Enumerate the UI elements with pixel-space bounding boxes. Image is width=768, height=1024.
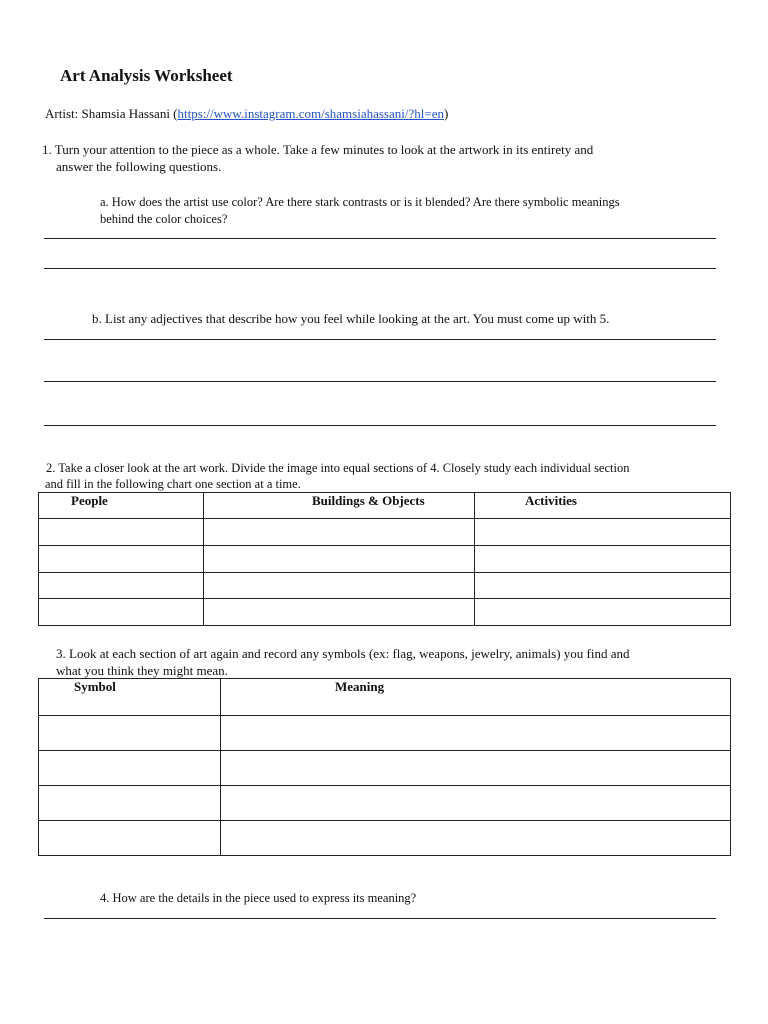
answer-line-1a-2[interactable] [44, 268, 716, 269]
artist-instagram-link[interactable]: https://www.instagram.com/shamsiahassani/?hl=en [177, 106, 444, 121]
artist-suffix: ) [443, 106, 449, 121]
sections-chart [38, 492, 731, 626]
cell-meaning[interactable] [221, 786, 731, 821]
table-row [39, 573, 731, 599]
answer-line-1a-1[interactable] [44, 238, 716, 239]
cell-activities[interactable] [475, 546, 731, 573]
cell-symbol[interactable] [39, 716, 221, 751]
question-1-line-1: 1. Turn your attention to the piece as a whole. Take a few minutes to look at the artwork in its entirety and [42, 142, 594, 157]
cell-activities[interactable] [475, 519, 731, 546]
artist-prefix: Artist: Shamsia Hassani ( [45, 106, 178, 121]
cell-buildings-objects[interactable] [204, 519, 475, 546]
header-people: People [39, 493, 204, 519]
cell-symbol[interactable] [39, 821, 221, 856]
cell-people[interactable] [39, 599, 204, 626]
cell-symbol[interactable] [39, 786, 221, 821]
table-row [39, 716, 731, 751]
symbols-chart-header-row [39, 679, 731, 716]
table-row [39, 546, 731, 573]
cell-symbol[interactable] [39, 751, 221, 786]
answer-line-1b-1[interactable] [44, 339, 716, 340]
question-2-line-2: and fill in the following chart one section at a time. [45, 477, 301, 491]
table-row [39, 821, 731, 856]
question-3-line-1: 3. Look at each section of art again and record any symbols (ex: flag, weapons, jewelry, animals) you find and [56, 646, 630, 661]
worksheet-title: Art Analysis Worksheet [60, 66, 233, 85]
cell-activities[interactable] [475, 573, 731, 599]
header-activities: Activities [475, 493, 731, 519]
cell-people[interactable] [39, 546, 204, 573]
table-row [39, 786, 731, 821]
header-buildings-objects: Buildings & Objects [204, 493, 475, 519]
cell-meaning[interactable] [221, 716, 731, 751]
cell-buildings-objects[interactable] [204, 599, 475, 626]
header-meaning: Meaning [221, 679, 731, 716]
cell-buildings-objects[interactable] [204, 546, 475, 573]
table-row [39, 751, 731, 786]
cell-meaning[interactable] [221, 821, 731, 856]
question-1a-line-1: a. How does the artist use color? Are there stark contrasts or is it blended? Are there symbolic meanings [100, 195, 620, 209]
cell-meaning[interactable] [221, 751, 731, 786]
cell-people[interactable] [39, 519, 204, 546]
cell-buildings-objects[interactable] [204, 573, 475, 599]
question-1a-line-2: behind the color choices? [100, 212, 228, 226]
table-row [39, 519, 731, 546]
question-1-line-2: answer the following questions. [56, 159, 222, 174]
header-symbol: Symbol [39, 679, 221, 716]
artist-line [45, 105, 448, 122]
question-4: 4. How are the details in the piece used to express its meaning? [100, 891, 417, 905]
cell-activities[interactable] [475, 599, 731, 626]
table-row [39, 599, 731, 626]
question-3-line-2: what you think they might mean. [56, 663, 228, 678]
symbols-chart [38, 678, 731, 856]
answer-line-1b-3[interactable] [44, 425, 716, 426]
answer-line-4[interactable] [44, 918, 716, 919]
question-1b: b. List any adjectives that describe how you feel while looking at the art. You must come up with 5. [92, 311, 610, 326]
sections-chart-header-row [39, 493, 731, 519]
cell-people[interactable] [39, 573, 204, 599]
answer-line-1b-2[interactable] [44, 381, 716, 382]
question-2-line-1: 2. Take a closer look at the art work. Divide the image into equal sections of 4. Closely study each individual section [46, 461, 630, 475]
